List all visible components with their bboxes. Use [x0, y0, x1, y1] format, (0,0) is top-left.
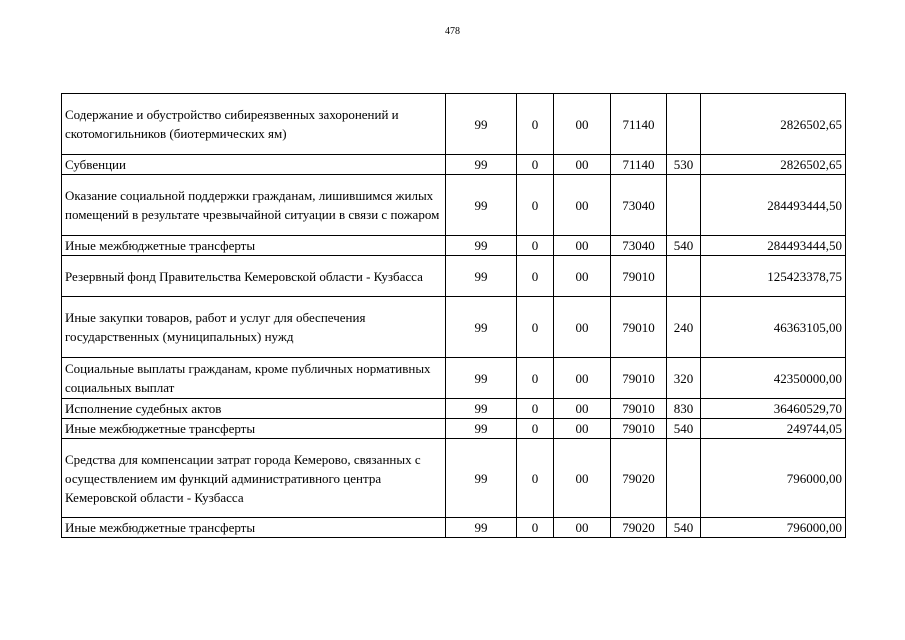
- row-code-2: 0: [517, 256, 554, 297]
- row-amount: 796000,00: [701, 439, 846, 518]
- row-name: Иные межбюджетные трансферты: [62, 236, 446, 256]
- row-code-2: 0: [517, 155, 554, 175]
- row-code-1: 99: [446, 399, 517, 419]
- row-name: Иные закупки товаров, работ и услуг для обеспечения государственных (муниципальных) нужд: [62, 297, 446, 358]
- table-row: [62, 94, 846, 155]
- row-amount: 2826502,65: [701, 94, 846, 155]
- row-code-5: 240: [667, 297, 701, 358]
- row-code-3: 00: [554, 94, 611, 155]
- table-row: [62, 236, 846, 256]
- row-code-2: 0: [517, 236, 554, 256]
- row-code-3: 00: [554, 175, 611, 236]
- row-code-5: 320: [667, 358, 701, 399]
- row-name: Иные межбюджетные трансферты: [62, 419, 446, 439]
- row-name: Исполнение судебных актов: [62, 399, 446, 419]
- row-code-5: [667, 439, 701, 518]
- row-code-4: 79020: [611, 439, 667, 518]
- page-number: 478: [445, 26, 460, 37]
- row-code-2: 0: [517, 439, 554, 518]
- row-code-1: 99: [446, 155, 517, 175]
- row-amount: 42350000,00: [701, 358, 846, 399]
- table-row: [62, 256, 846, 297]
- row-amount: 284493444,50: [701, 236, 846, 256]
- row-name: Содержание и обустройство сибиреязвенных захоронений и скотомогильников (биотермических ям): [62, 94, 446, 155]
- row-name: Резервный фонд Правительства Кемеровской области - Кузбасса: [62, 256, 446, 297]
- row-code-4: 79020: [611, 518, 667, 538]
- row-code-3: 00: [554, 439, 611, 518]
- row-code-4: 73040: [611, 236, 667, 256]
- row-code-1: 99: [446, 175, 517, 236]
- row-name: Субвенции: [62, 155, 446, 175]
- row-code-5: 540: [667, 236, 701, 256]
- row-code-2: 0: [517, 175, 554, 236]
- row-amount: 284493444,50: [701, 175, 846, 236]
- table-row: [62, 419, 846, 439]
- row-code-1: 99: [446, 419, 517, 439]
- row-amount: 2826502,65: [701, 155, 846, 175]
- row-code-2: 0: [517, 419, 554, 439]
- row-code-3: 00: [554, 518, 611, 538]
- row-code-3: 00: [554, 419, 611, 439]
- row-name: Социальные выплаты гражданам, кроме публичных нормативных социальных выплат: [62, 358, 446, 399]
- row-code-3: 00: [554, 358, 611, 399]
- row-code-1: 99: [446, 236, 517, 256]
- row-amount: 796000,00: [701, 518, 846, 538]
- row-code-2: 0: [517, 358, 554, 399]
- row-code-3: 00: [554, 256, 611, 297]
- table-row: [62, 439, 846, 518]
- budget-table: [61, 93, 846, 538]
- table-row: [62, 155, 846, 175]
- row-code-5: 540: [667, 419, 701, 439]
- table-row: [62, 175, 846, 236]
- row-code-4: 79010: [611, 399, 667, 419]
- row-amount: 249744,05: [701, 419, 846, 439]
- table-row: [62, 399, 846, 419]
- row-code-5: 830: [667, 399, 701, 419]
- row-code-1: 99: [446, 297, 517, 358]
- row-code-1: 99: [446, 358, 517, 399]
- row-code-4: 79010: [611, 297, 667, 358]
- table-row: [62, 518, 846, 538]
- row-code-2: 0: [517, 518, 554, 538]
- row-code-2: 0: [517, 94, 554, 155]
- row-code-4: 79010: [611, 358, 667, 399]
- row-name: Иные межбюджетные трансферты: [62, 518, 446, 538]
- row-code-3: 00: [554, 236, 611, 256]
- row-code-2: 0: [517, 297, 554, 358]
- row-amount: 125423378,75: [701, 256, 846, 297]
- row-code-2: 0: [517, 399, 554, 419]
- row-code-1: 99: [446, 439, 517, 518]
- row-code-3: 00: [554, 155, 611, 175]
- table-row: [62, 358, 846, 399]
- row-code-1: 99: [446, 256, 517, 297]
- row-code-4: 71140: [611, 155, 667, 175]
- row-code-5: [667, 94, 701, 155]
- row-code-1: 99: [446, 518, 517, 538]
- row-code-3: 00: [554, 297, 611, 358]
- row-code-4: 79010: [611, 419, 667, 439]
- row-amount: 36460529,70: [701, 399, 846, 419]
- row-code-1: 99: [446, 94, 517, 155]
- row-code-5: [667, 175, 701, 236]
- row-code-3: 00: [554, 399, 611, 419]
- row-amount: 46363105,00: [701, 297, 846, 358]
- row-code-4: 73040: [611, 175, 667, 236]
- row-code-5: 540: [667, 518, 701, 538]
- table-row: [62, 297, 846, 358]
- row-name: Оказание социальной поддержки гражданам, лишившимся жилых помещений в результате чрезвычайной ситуации в связи с пожаром: [62, 175, 446, 236]
- row-code-5: [667, 256, 701, 297]
- row-code-4: 71140: [611, 94, 667, 155]
- row-code-4: 79010: [611, 256, 667, 297]
- row-code-5: 530: [667, 155, 701, 175]
- row-name: Средства для компенсации затрат города Кемерово, связанных с осуществлением им функций административного центра Кемеровской области - Кузбасса: [62, 439, 446, 518]
